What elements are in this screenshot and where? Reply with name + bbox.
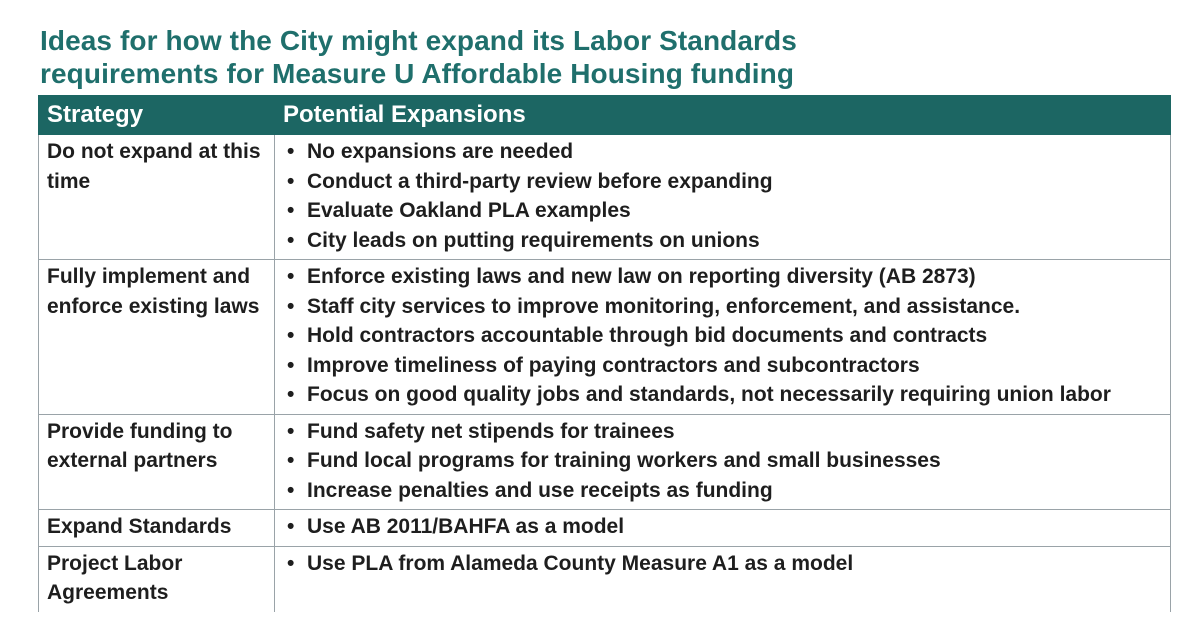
table-row: [39, 135, 1171, 260]
bullet-icon: •: [287, 478, 295, 502]
expansion-text: Improve timeliness of paying contractors and subcontractors: [307, 353, 920, 377]
list-item: [283, 446, 1162, 476]
slide-title-line-1: Ideas for how the City might expand its Labor Standards: [40, 25, 797, 56]
expansion-text: Increase penalties and use receipts as funding: [307, 478, 773, 502]
expansions-cell: [275, 510, 1171, 547]
expansion-text: Enforce existing laws and new law on reporting diversity (AB 2873): [307, 265, 976, 288]
list-item: [283, 137, 1162, 167]
strategy-cell: Do not expand at this time: [39, 135, 275, 260]
bullet-icon: •: [287, 353, 295, 377]
bullet-icon: •: [287, 324, 295, 347]
bullet-icon: •: [287, 449, 295, 472]
bullet-icon: •: [287, 140, 295, 163]
table-body: [39, 135, 1171, 612]
list-item: [283, 417, 1162, 447]
list-item: [283, 262, 1162, 292]
expansion-text: City leads on putting requirements on unions: [307, 228, 760, 252]
expansion-text: Hold contractors accountable through bid documents and contracts: [307, 324, 988, 347]
strategy-cell: Expand Standards: [39, 510, 275, 547]
expansions-list: [283, 262, 1162, 410]
expansions-list: [283, 417, 1162, 506]
strategy-table: [38, 95, 1171, 612]
expansions-list: [283, 512, 1162, 542]
bullet-icon: •: [287, 228, 295, 252]
strategy-cell: Fully implement and enforce existing laws: [39, 260, 275, 415]
table-row: [39, 546, 1171, 612]
strategy-cell: Provide funding to external partners: [39, 414, 275, 510]
expansions-list: [283, 137, 1162, 255]
expansion-text: Use AB 2011/BAHFA as a model: [307, 515, 625, 538]
slide-title: [40, 24, 797, 90]
column-header-potential-expansions: Potential Expansions: [275, 96, 1171, 135]
slide-title-line-2: requirements for Measure U Affordable Housing funding: [40, 58, 795, 89]
bullet-icon: •: [287, 419, 295, 443]
expansions-cell: [275, 135, 1171, 260]
strategy-table-container: [38, 95, 1170, 612]
list-item: [283, 476, 1162, 506]
column-header-strategy: Strategy: [39, 96, 275, 135]
expansion-text: Focus on good quality jobs and standards, not necessarily requiring union labor: [307, 383, 1111, 406]
list-item: [283, 321, 1162, 351]
expansion-text: No expansions are needed: [307, 140, 574, 163]
bullet-icon: •: [287, 199, 295, 222]
list-item: [283, 549, 1162, 579]
table-row: [39, 260, 1171, 415]
expansion-text: Use PLA from Alameda County Measure A1 as a model: [307, 551, 854, 575]
bullet-icon: •: [287, 265, 295, 288]
expansion-text: Staff city services to improve monitoring, enforcement, and assistance.: [307, 294, 1021, 318]
bullet-icon: •: [287, 294, 295, 318]
list-item: [283, 226, 1162, 256]
list-item: [283, 292, 1162, 322]
expansions-cell: [275, 260, 1171, 415]
bullet-icon: •: [287, 169, 295, 193]
expansions-cell: [275, 546, 1171, 612]
list-item: [283, 351, 1162, 381]
expansions-cell: [275, 414, 1171, 510]
expansion-text: Fund safety net stipends for trainees: [307, 419, 675, 443]
table-row: [39, 510, 1171, 547]
expansion-text: Fund local programs for training workers and small businesses: [307, 449, 941, 472]
bullet-icon: •: [287, 383, 295, 406]
table-row: [39, 414, 1171, 510]
list-item: [283, 196, 1162, 226]
expansion-text: Conduct a third-party review before expanding: [307, 169, 773, 193]
bullet-icon: •: [287, 551, 295, 575]
expansion-text: Evaluate Oakland PLA examples: [307, 199, 631, 222]
table-header-row: [39, 96, 1171, 135]
expansions-list: [283, 549, 1162, 579]
list-item: [283, 167, 1162, 197]
list-item: [283, 380, 1162, 410]
list-item: [283, 512, 1162, 542]
strategy-cell: Project Labor Agreements: [39, 546, 275, 612]
bullet-icon: •: [287, 515, 295, 538]
